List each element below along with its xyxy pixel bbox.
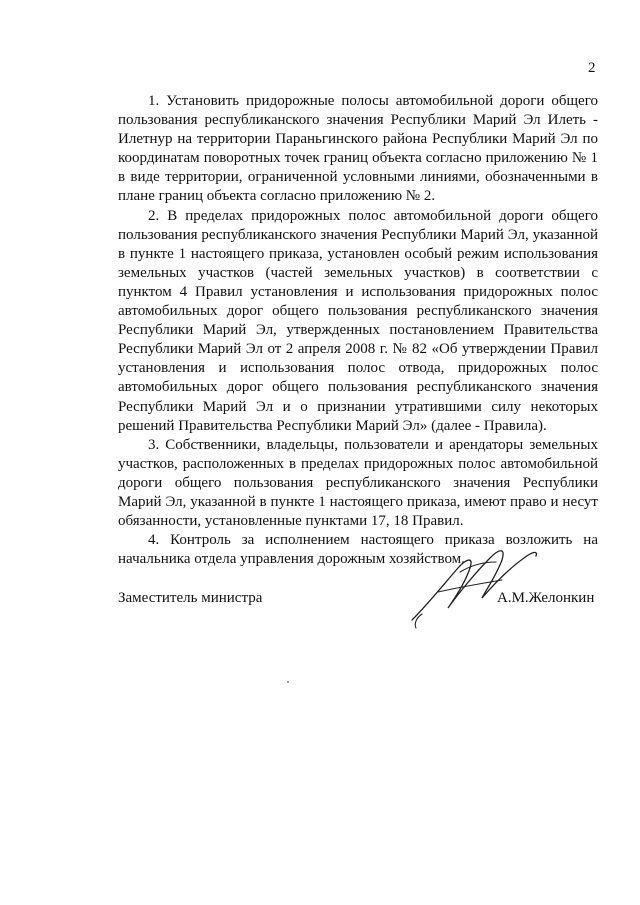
paragraph-3: 3. Собственники, владельцы, пользователи и арендаторы земельных участков, расположенных в пределах придорожных полос автомобильной дороги общего пользования республиканского значения Республики Марий Эл, указанной в пункте 1 настоящего приказа, имеют право и несут обязанности, установленные пунктами 17, 18 Правил.	[118, 436, 598, 530]
handwritten-signature	[398, 532, 558, 632]
scan-speck	[287, 681, 289, 683]
page-number: 2	[588, 60, 596, 76]
paragraph-1: 1. Установить придорожные полосы автомобильной дороги общего пользования республиканского значения Республики Марий Эл Илеть - Илетнур на территории Параньгинского района Республики Марий Эл по координатам поворотных точек границ объекта согласно приложению № 1 в виде территории, ограниченной условными линиями, обозначенными в плане границ объекта согласно приложению № 2.	[118, 93, 598, 205]
signatory-position: Заместитель министра	[118, 590, 263, 606]
signatory-name: А.М.Желонкин	[497, 590, 595, 606]
paragraph-2: 2. В пределах придорожных полос автомобильной дороги общего пользования республиканского значения Республики Марий Эл, указанной в пункте 1 настоящего приказа, установлен особый режим использования земельных участков (частей земельных участков) в соответствии с пунктом 4 Правил установления и использования придорожных полос автомобильных дорог общего пользования республиканского значения Республики Марий Эл, утвержденных постановлением Правительства Республики Марий Эл от 2 апреля 2008 г. № 82 «Об утверждении Правил установления и использования полос отвода, придорожных полос автомобильных дорог общего пользования республиканского значения Республики Марий Эл и о признании утратившими силу некоторых решений Правительства Республики Марий Эл» (далее - Правила).	[118, 207, 598, 434]
paragraph-4: 4. Контроль за исполнением настоящего приказа возложить на начальника отдела управления дорожным хозяйством.	[118, 532, 598, 568]
document-body	[118, 92, 598, 569]
